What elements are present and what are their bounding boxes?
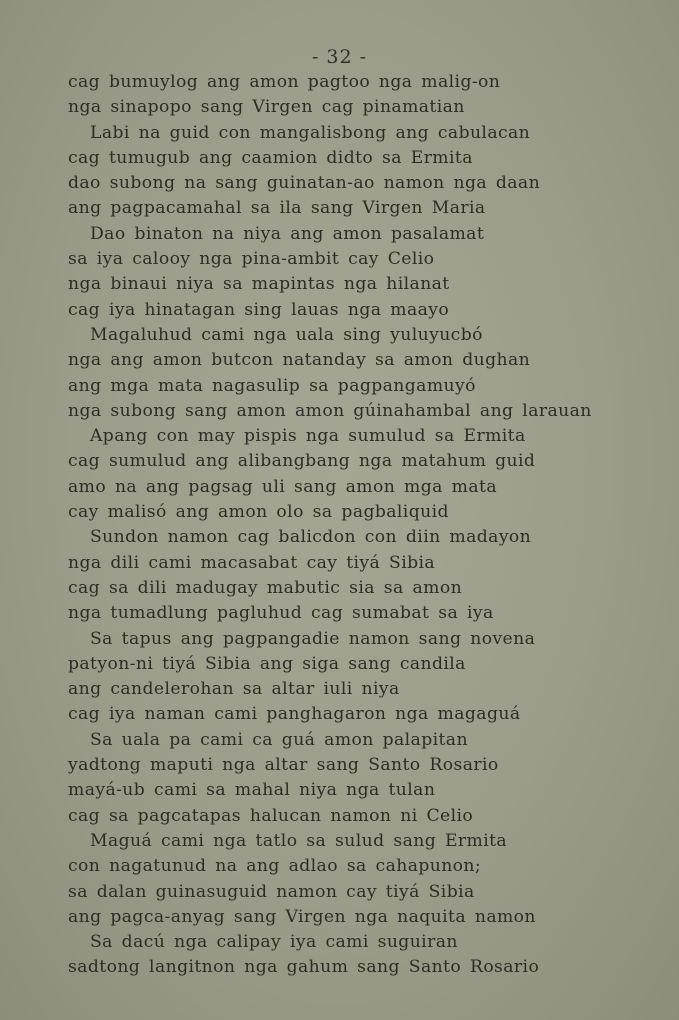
text-line: yadtong maputi nga altar sang Santo Rosario <box>68 755 499 776</box>
poem-text-block <box>68 70 658 981</box>
text-line: cay malisó ang amon olo sa pagbaliquid <box>68 502 449 523</box>
text-line: Sa uala pa cami ca guá amon palapitan <box>90 729 468 750</box>
text-line: Sa dacú nga calipay iya cami suguiran <box>90 932 458 953</box>
page-number: - 32 - <box>311 46 368 68</box>
text-line: nga ang amon butcon natanday sa amon dughan <box>68 350 531 371</box>
text-line: Maguá cami nga tatlo sa sulud sang Ermita <box>90 830 508 851</box>
text-line: ang mga mata nagasulip sa pagpangamuyó <box>68 375 476 396</box>
text-line: Sundon namon cag balicdon con diin madayon <box>90 527 532 548</box>
text-line: sadtong langitnon nga gahum sang Santo Rosario <box>68 957 540 978</box>
text-line: cag sa dili madugay mabutic sia sa amon <box>68 577 463 598</box>
text-line: dao subong na sang guinatan-ao namon nga daan <box>68 173 541 194</box>
text-line: con nagatunud na ang adlao sa cahapunon; <box>68 856 482 877</box>
text-line: nga tumadlung pagluhud cag sumabat sa iya <box>68 603 494 624</box>
text-line: ang candelerohan sa altar iuli niya <box>68 679 400 700</box>
text-line: cag bumuylog ang amon pagtoo nga malig-on <box>68 72 501 92</box>
text-line: nga subong sang amon amon gúinahambal ang larauan <box>68 400 592 421</box>
text-line: sa iya calooy nga pina-ambit cay Celio <box>68 249 435 270</box>
text-line: nga binaui niya sa mapintas nga hilanat <box>68 274 450 295</box>
text-line: cag iya hinatagan sing lauas nga maayo <box>68 299 450 320</box>
text-line: ang pagca-anyag sang Virgen nga naquita namon <box>68 906 536 927</box>
text-line: cag sa pagcatapas halucan namon ni Celio <box>68 805 474 826</box>
text-line: Sa tapus ang pagpangadie namon sang novena <box>90 628 536 649</box>
text-line: cag tumugub ang caamion didto sa Ermita <box>68 147 473 168</box>
text-line: Labi na guid con mangalisbong ang cabulacan <box>90 122 531 143</box>
text-line: Magaluhud cami nga uala sing yuluyucbó <box>90 324 483 345</box>
text-line: Dao binaton na niya ang amon pasalamat <box>90 223 485 244</box>
text-line: ang pagpacamahal sa ila sang Virgen Maria <box>68 198 486 219</box>
text-line: Apang con may pispis nga sumulud sa Ermita <box>90 426 526 447</box>
text-line: mayá-ub cami sa mahal niya nga tulan <box>68 780 436 801</box>
text-line: sa dalan guinasuguid namon cay tiyá Sibia <box>68 881 475 902</box>
text-line: nga sinapopo sang Virgen cag pinamatian <box>68 97 465 118</box>
text-line: cag iya naman cami panghagaron nga magaguá <box>68 704 521 725</box>
text-line: nga dili cami macasabat cay tiyá Sibia <box>68 552 436 573</box>
text-line: cag sumulud ang alibangbang nga matahum guid <box>68 451 536 472</box>
text-line: patyon-ni tiyá Sibia ang siga sang candila <box>68 653 466 674</box>
text-line: amo na ang pagsag uli sang amon mga mata <box>68 476 497 497</box>
